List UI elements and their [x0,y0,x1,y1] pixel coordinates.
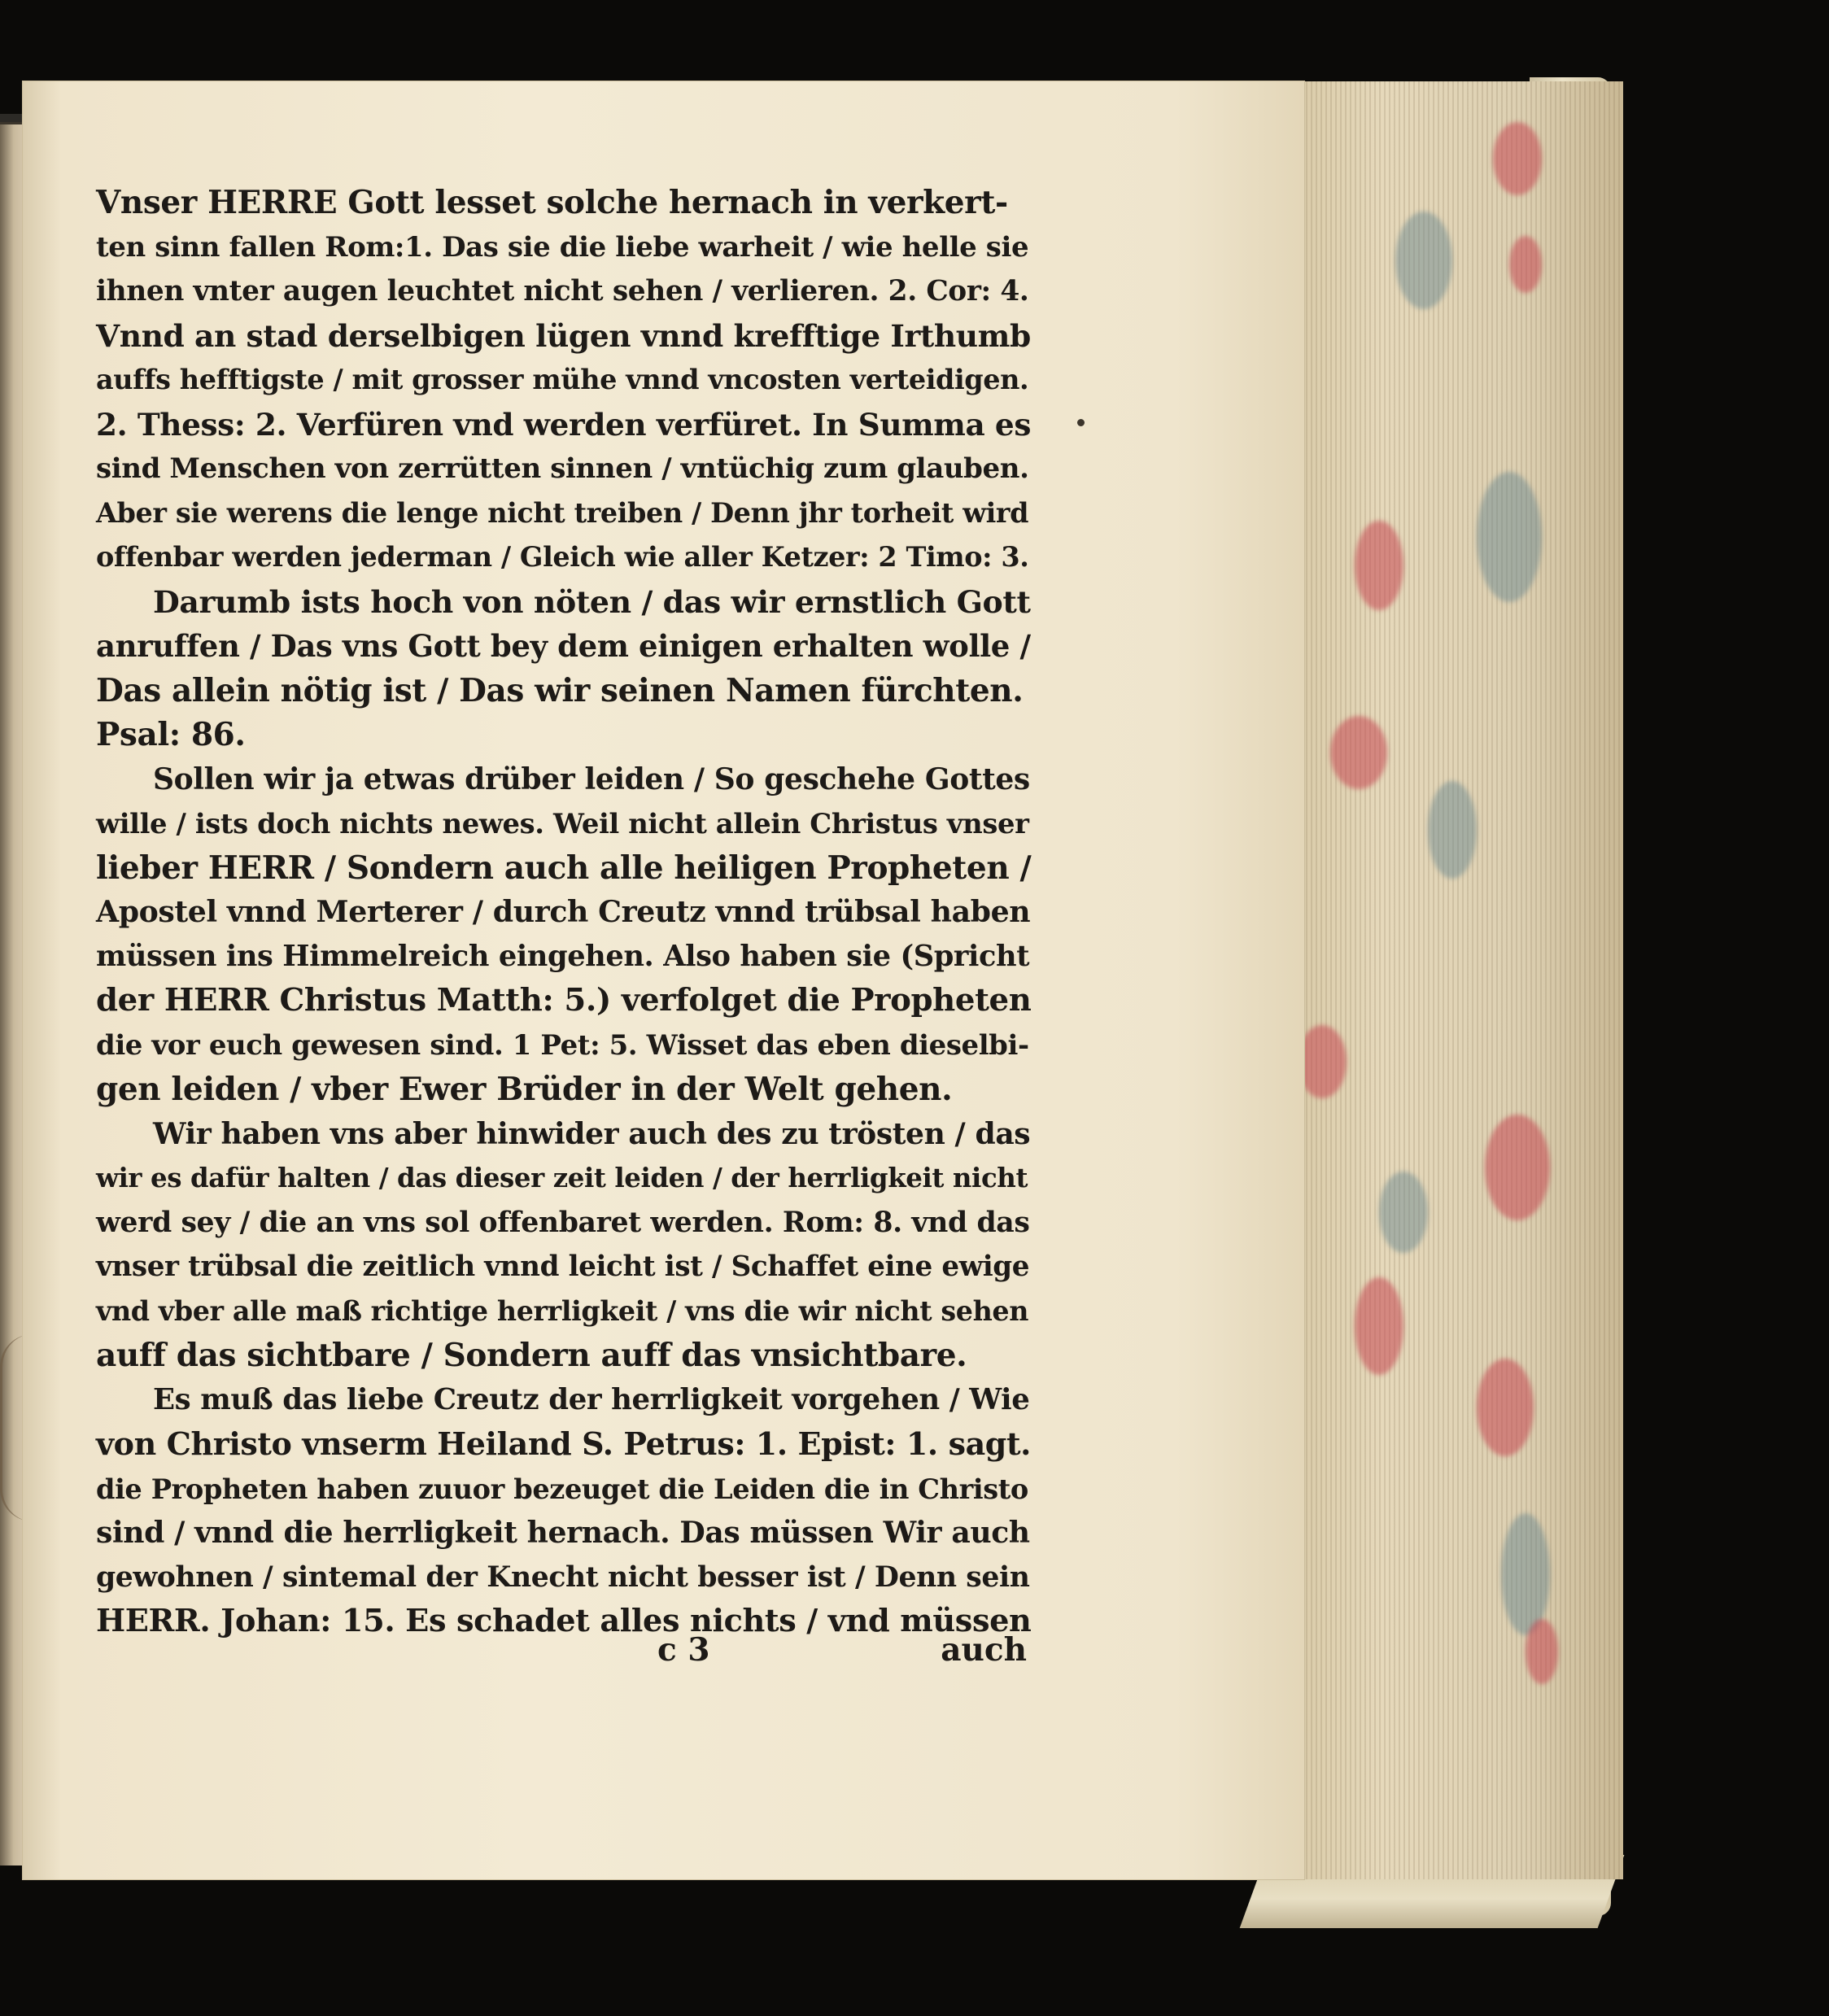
text-line: vnd vber alle maß richtige herrligkeit / vns die wir nicht sehen [96,1294,1029,1327]
text-line: Darumb ists hoch von nöten / das wir ernstlich Gott [153,583,1031,620]
text-line: Sollen wir ja etwas drüber leiden / So geschehe Gottes [153,761,1030,796]
text-line: wille / ists doch nichts newes. Weil nicht allein Christus vnser [96,807,1029,840]
text-line: gen leiden / vber Ewer Brüder in der Welt gehen. [96,1071,953,1108]
text-line: der HERR Christus Matth: 5.) verfolget die Propheten [96,982,1032,1019]
text-line: Vnser HERRE Gott lesset solche hernach in verkert- [96,184,1008,221]
page-footer [96,1631,1032,1680]
text-line: sind Menschen von zerrütten sinnen / vntüchig zum glauben. [96,452,1029,485]
ink-speck [1077,419,1085,426]
text-line: Aber sie werens die lenge nicht treiben / Denn jhr torheit wird [96,496,1029,529]
text-line: Apostel vnnd Merterer / durch Creutz vnnd trübsal haben [96,894,1031,929]
text-line: müssen ins Himmelreich eingehen. Also haben sie (Spricht [96,939,1030,973]
text-line: anruffen / Das vns Gott bey dem einigen erhalten wolle / [96,628,1031,664]
text-line: Das allein nötig ist / Das wir seinen Namen fürchten. [96,671,1024,709]
text-line: die vor euch gewesen sind. 1 Pet: 5. Wisset das eben dieselbi- [96,1028,1029,1062]
text-line: ten sinn fallen Rom:1. Das sie die liebe warheit / wie helle sie [96,230,1029,264]
text-line: sind / vnnd die herrligkeit hernach. Das müssen Wir auch [96,1515,1030,1550]
text-line: auff das sichtbare / Sondern auff das vnsichtbare. [96,1337,967,1374]
text-line: werd sey / die an vns sol offenbaret werden. Rom: 8. vnd das [96,1205,1030,1239]
text-line: Vnnd an stad derselbigen lügen vnnd krefftige Irthumb [96,317,1031,354]
text-line: offenbar werden jederman / Gleich wie aller Ketzer: 2 Timo: 3. [96,541,1029,573]
text-line: die Propheten haben zuuor bezeuget die Leiden die in Christo [96,1472,1028,1505]
text-line: auffs hefftigste / mit grosser mühe vnnd vncosten verteidigen. [96,364,1029,395]
text-line: ihnen vnter augen leuchtet nicht sehen / verlieren. 2. Cor: 4. [96,275,1029,308]
text-line: gewohnen / sintemal der Knecht nicht besser ist / Denn sein [96,1560,1030,1594]
text-line: vnser trübsal die zeitlich vnnd leicht ist / Schaffet eine ewige [96,1250,1030,1283]
text-line: Es muß das liebe Creutz der herrligkeit vorgehen / Wie [153,1382,1030,1416]
text-line: 2. Thess: 2. Verfüren vnd werden verfüret. In Summa es [96,406,1031,443]
text-line: HERR. Johan: 15. Es schadet alles nichts / vnd müssen [96,1603,1032,1639]
signature-mark: c 3 [657,1631,710,1669]
text-line: wir es dafür halten / das dieser zeit leiden / der herrligkeit nicht [96,1163,1028,1193]
text-line: Psal: 86. [96,716,246,753]
text-line: lieber HERR / Sondern auch alle heiligen Propheten / [96,849,1032,887]
text-line: Wir haben vns aber hinwider auch des zu trösten / das [153,1115,1031,1151]
text-line: von Christo vnserm Heiland S. Petrus: 1. Epist: 1. sagt. [96,1425,1031,1462]
catchword: auch [941,1631,1027,1669]
page-edges [1281,81,1623,1879]
page-text [96,181,1032,1644]
